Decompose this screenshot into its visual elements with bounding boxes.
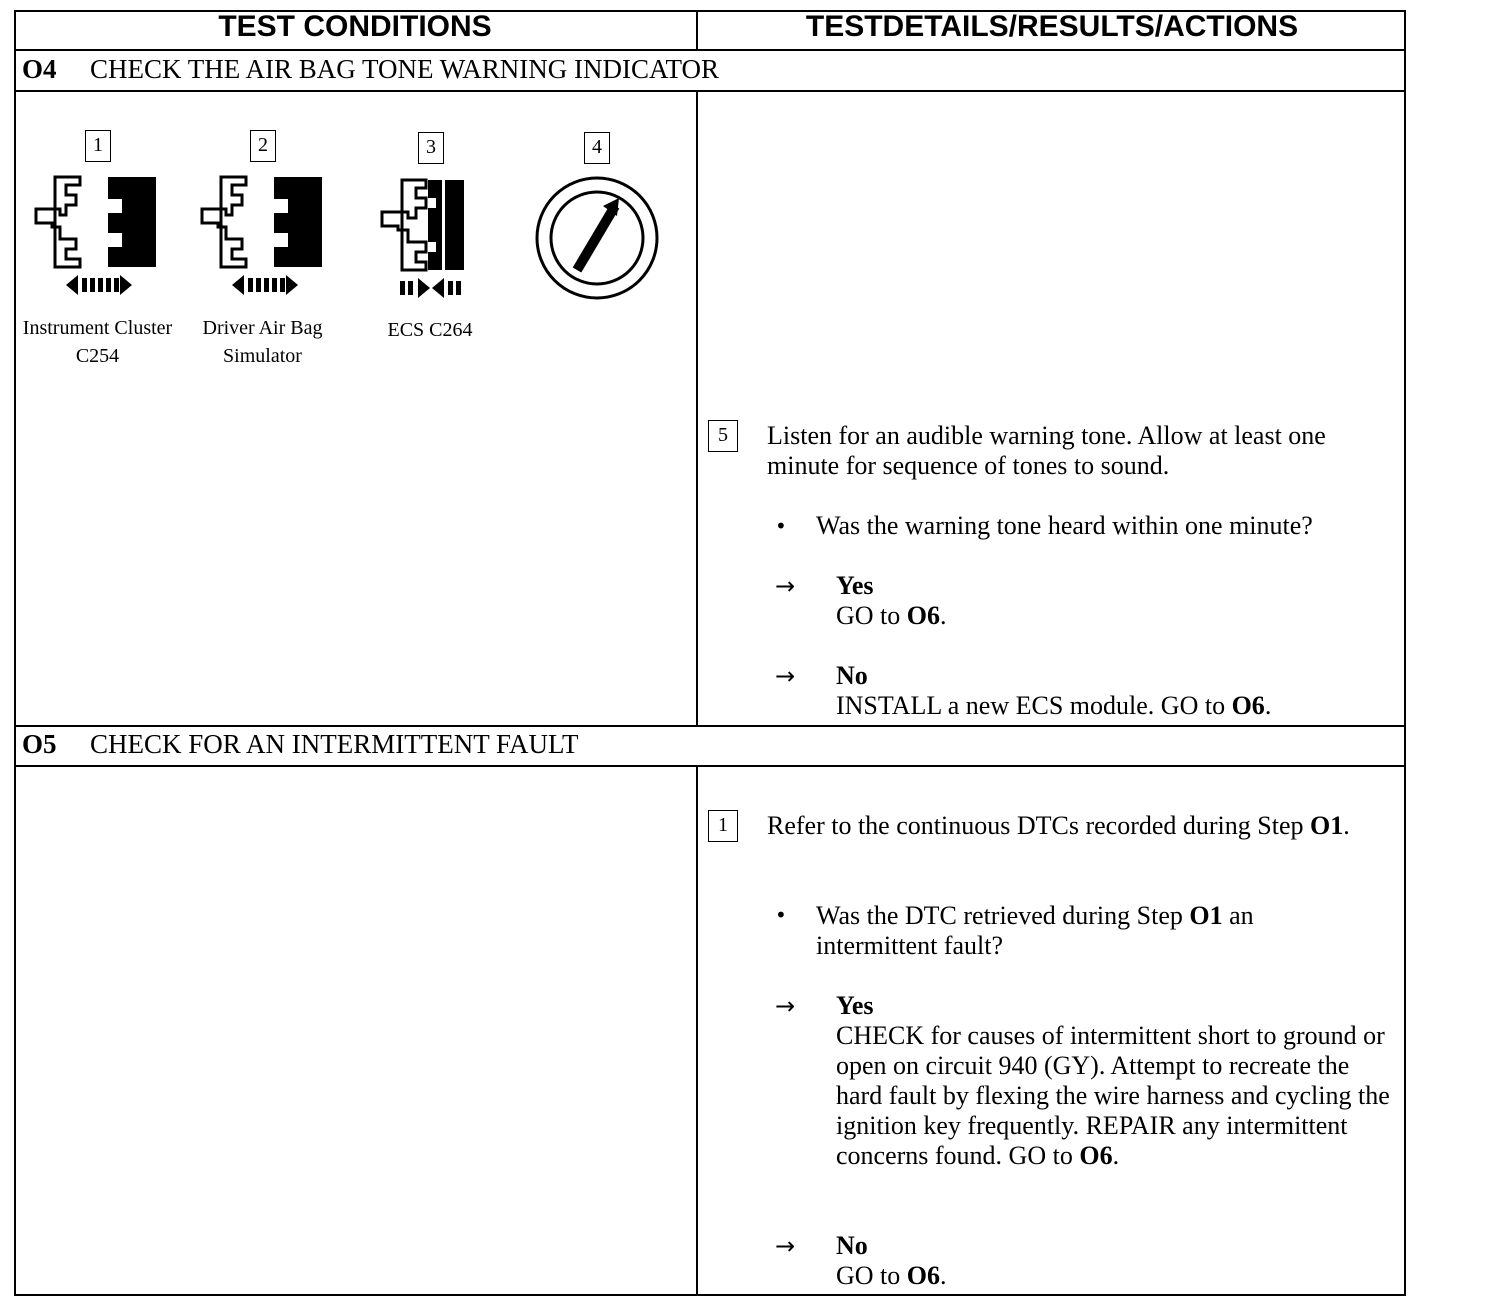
figure-1-caption-line2: C254 [75, 345, 120, 367]
o4-yes-ref: O6 [906, 601, 941, 630]
o4-title-divider [14, 90, 1406, 92]
connector-disconnected-icon [30, 175, 170, 300]
o5-title-text: CHECK FOR AN INTERMITTENT FAULT [90, 729, 579, 759]
header-test-conditions: TEST CONDITIONS [218, 10, 492, 43]
o5-question-ref: O1 [1189, 901, 1223, 930]
o5-question-suffix: an intermittent fault? [816, 901, 1254, 960]
o5-no-suffix: . [940, 1261, 947, 1290]
column-divider-o4 [696, 90, 698, 726]
o5-yes-action [836, 1021, 1392, 1171]
column-divider-o5 [696, 765, 698, 1296]
o5-instruction [767, 811, 1397, 841]
o5-question-bullet: • [775, 903, 787, 927]
o5-yes-suffix: . [1112, 1141, 1120, 1170]
o5-question [816, 901, 1336, 961]
disconnect-arrows-icon [66, 275, 132, 295]
figure-step-2: 2 [250, 130, 276, 162]
figure-3-caption [370, 316, 490, 344]
o5-no-label: No [836, 1231, 868, 1260]
figure-step-1: 1 [85, 130, 111, 162]
header-test-details: TESTDETAILS/RESULTS/ACTIONS [805, 10, 1299, 43]
o5-instruction-text: Refer to the continuous DTCs recorded during Step [767, 811, 1310, 840]
disconnect-arrows-icon [232, 275, 298, 295]
o5-step-number: O5 [22, 729, 57, 759]
o5-top-divider [14, 725, 1406, 727]
o5-yes-label: Yes [836, 991, 874, 1020]
ignition-switch-icon [533, 176, 661, 300]
o4-yes-arrow-icon: → [775, 572, 796, 600]
o4-instruction: Listen for an audible warning tone. Allow at least one minute for sequence of tones to sound. [767, 421, 1326, 480]
o4-yes-text: GO to [836, 601, 907, 630]
instruction-step-5: 5 [708, 420, 738, 452]
o4-no-suffix: . [1264, 691, 1272, 720]
o5-no-arrow-icon: → [775, 1232, 796, 1260]
o4-yes-label: Yes [836, 571, 874, 600]
o4-yes-action [836, 601, 1396, 631]
o4-no-action [836, 691, 1396, 721]
o4-question-bullet: • [775, 514, 787, 538]
o4-no-label: No [836, 661, 868, 690]
figure-step-3: 3 [418, 132, 444, 164]
o4-yes-suffix: . [940, 601, 947, 630]
connect-arrows-icon [400, 278, 461, 298]
figure-2-caption [185, 314, 340, 370]
o4-no-arrow-icon: → [775, 662, 796, 690]
o4-title-text: CHECK THE AIR BAG TONE WARNING INDICATOR [90, 54, 720, 84]
o5-no-ref: O6 [906, 1261, 941, 1290]
figure-step-4: 4 [584, 132, 610, 164]
figure-3-caption-line1: ECS C264 [387, 319, 473, 341]
connector-connected-icon [380, 178, 480, 303]
o5-instruction-ref: O1 [1310, 811, 1344, 840]
connector-disconnected-icon [196, 175, 336, 300]
o5-instruction-suffix: . [1343, 811, 1350, 840]
figure-2-caption-line2: Simulator [223, 345, 302, 367]
o5-yes-arrow-icon: → [775, 992, 796, 1020]
o5-title-divider [14, 765, 1406, 767]
instruction-step-1: 1 [708, 810, 738, 842]
o5-question-text: Was the DTC retrieved during Step [816, 901, 1190, 930]
o4-section-title [22, 54, 719, 85]
o5-section-title [22, 729, 579, 760]
header-divider [14, 49, 1406, 51]
o4-no-text: INSTALL a new ECS module. GO to [836, 691, 1232, 720]
o5-yes-ref: O6 [1079, 1141, 1113, 1170]
figure-2-caption-line1: Driver Air Bag [202, 317, 323, 339]
o5-no-action [836, 1261, 1392, 1291]
figure-1-caption-line1: Instrument Cluster [22, 317, 173, 339]
o4-step-number: O4 [22, 54, 57, 84]
o5-no-text: GO to [836, 1261, 907, 1290]
figure-1-caption [10, 314, 185, 370]
o5-yes-text: CHECK for causes of intermittent short to ground or open on circuit 940 (GY). Attempt to recreate the hard fault by flexing the wire harness and cycling the ignition key frequently. REPAIR any intermittent concerns found. GO to [836, 1021, 1390, 1170]
o4-question: Was the warning tone heard within one minute? [816, 511, 1313, 540]
o4-no-ref: O6 [1231, 691, 1265, 720]
